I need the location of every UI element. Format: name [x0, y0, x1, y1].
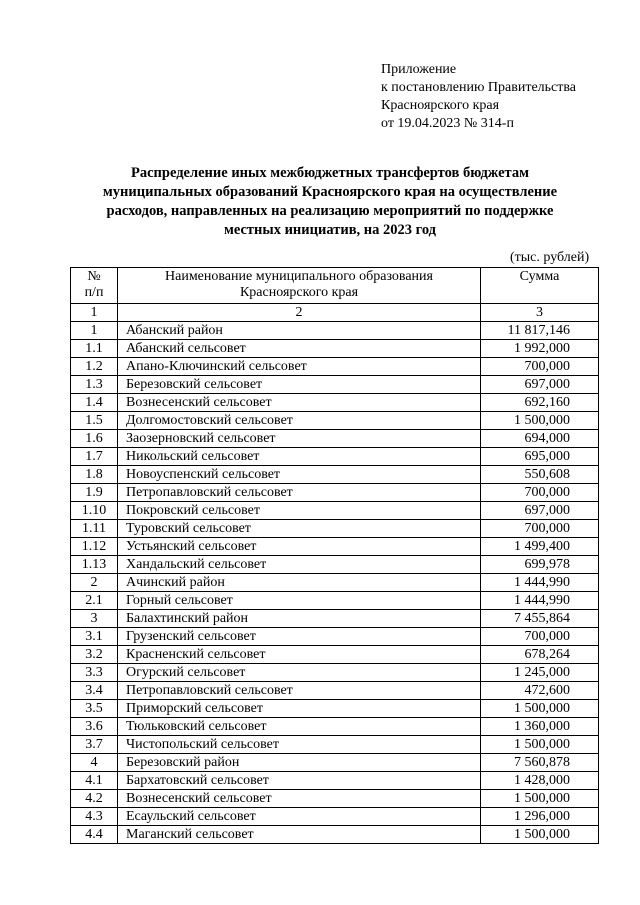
row-name: Вознесенский сельсовет — [118, 394, 481, 412]
header-number — [71, 268, 118, 304]
table-row — [71, 610, 599, 628]
row-name: Хандальский сельсовет — [118, 556, 481, 574]
row-sum: 700,000 — [481, 484, 599, 502]
appendix-line: к постановлению Правительства — [381, 80, 577, 95]
table-row — [71, 538, 599, 556]
row-number: 1.10 — [71, 502, 118, 520]
table-row — [71, 484, 599, 502]
table-row — [71, 556, 599, 574]
title-line: местных инициатив, на 2023 год — [223, 222, 437, 238]
row-name: Балахтинский район — [118, 610, 481, 628]
table-row — [71, 682, 599, 700]
header-number-line1: № — [87, 269, 101, 284]
row-sum: 1 500,000 — [481, 826, 599, 844]
table-row — [71, 646, 599, 664]
row-name: Есаульский сельсовет — [118, 808, 481, 826]
row-sum: 700,000 — [481, 628, 599, 646]
row-number: 1.8 — [71, 466, 118, 484]
row-number: 4.4 — [71, 826, 118, 844]
units-label: (тыс. рублей) — [510, 250, 590, 265]
row-number: 4 — [71, 754, 118, 772]
row-number: 1.7 — [71, 448, 118, 466]
row-number: 1.9 — [71, 484, 118, 502]
row-number: 3.4 — [71, 682, 118, 700]
row-number: 4.3 — [71, 808, 118, 826]
table-row — [71, 340, 599, 358]
appendix-line: Приложение — [381, 62, 457, 77]
title-line: расходов, направленных на реализацию мероприятий по поддержке — [106, 203, 554, 219]
row-name: Вознесенский сельсовет — [118, 790, 481, 808]
row-number: 2 — [71, 574, 118, 592]
table-row — [71, 394, 599, 412]
table-row — [71, 754, 599, 772]
row-number: 3 — [71, 610, 118, 628]
row-number: 1 — [71, 322, 118, 340]
table-row — [71, 322, 599, 340]
row-name: Устьянский сельсовет — [118, 538, 481, 556]
table-row — [71, 772, 599, 790]
row-sum: 7 455,864 — [481, 610, 599, 628]
row-name: Никольский сельсовет — [118, 448, 481, 466]
table-row — [71, 628, 599, 646]
row-sum: 692,160 — [481, 394, 599, 412]
row-name: Красненский сельсовет — [118, 646, 481, 664]
row-number: 1.6 — [71, 430, 118, 448]
table-row — [71, 430, 599, 448]
appendix-line: Красноярского края — [381, 98, 500, 113]
row-sum: 697,000 — [481, 376, 599, 394]
table-header-row — [71, 268, 599, 304]
header-name-line1: Наименование муниципального образования — [165, 269, 433, 284]
column-number: 3 — [481, 304, 599, 322]
row-name: Грузенский сельсовет — [118, 628, 481, 646]
row-number: 1.3 — [71, 376, 118, 394]
row-name: Новоуспенский сельсовет — [118, 466, 481, 484]
row-sum: 700,000 — [481, 520, 599, 538]
row-sum: 1 500,000 — [481, 736, 599, 754]
row-number: 3.2 — [71, 646, 118, 664]
row-sum: 1 360,000 — [481, 718, 599, 736]
row-name: Покровский сельсовет — [118, 502, 481, 520]
appendix-block — [381, 61, 576, 133]
row-sum: 700,000 — [481, 358, 599, 376]
row-name: Бархатовский сельсовет — [118, 772, 481, 790]
row-name: Долгомостовский сельсовет — [118, 412, 481, 430]
header-sum: Сумма — [481, 268, 599, 304]
table-row — [71, 376, 599, 394]
table-row — [71, 358, 599, 376]
row-number: 3.6 — [71, 718, 118, 736]
row-sum: 1 444,990 — [481, 574, 599, 592]
row-sum: 694,000 — [481, 430, 599, 448]
header-name — [118, 268, 481, 304]
row-number: 1.5 — [71, 412, 118, 430]
row-sum: 550,608 — [481, 466, 599, 484]
row-number: 1.11 — [71, 520, 118, 538]
row-sum: 7 560,878 — [481, 754, 599, 772]
row-sum: 699,978 — [481, 556, 599, 574]
row-sum: 1 500,000 — [481, 412, 599, 430]
header-name-line2: Красноярского края — [239, 285, 359, 300]
row-number: 3.1 — [71, 628, 118, 646]
row-name: Чистопольский сельсовет — [118, 736, 481, 754]
table-row — [71, 808, 599, 826]
row-number: 1.13 — [71, 556, 118, 574]
row-sum: 1 499,400 — [481, 538, 599, 556]
table-row — [71, 502, 599, 520]
row-name: Приморский сельсовет — [118, 700, 481, 718]
document-title — [60, 164, 600, 240]
row-sum: 11 817,146 — [481, 322, 599, 340]
table-row — [71, 718, 599, 736]
row-name: Абанский район — [118, 322, 481, 340]
table-row — [71, 520, 599, 538]
row-name: Березовский район — [118, 754, 481, 772]
row-number: 3.5 — [71, 700, 118, 718]
table-row — [71, 790, 599, 808]
title-line: муниципальных образований Красноярского края на осуществление — [102, 184, 558, 200]
header-number-line2: п/п — [84, 285, 104, 300]
transfers-table — [70, 267, 599, 844]
row-sum: 695,000 — [481, 448, 599, 466]
table-row — [71, 736, 599, 754]
row-name: Березовский сельсовет — [118, 376, 481, 394]
row-number: 1.2 — [71, 358, 118, 376]
row-number: 2.1 — [71, 592, 118, 610]
title-line: Распределение иных межбюджетных трансфертов бюджетам — [131, 165, 529, 181]
table-row — [71, 412, 599, 430]
row-number: 1.4 — [71, 394, 118, 412]
row-sum: 1 444,990 — [481, 592, 599, 610]
row-sum: 1 500,000 — [481, 700, 599, 718]
table-row — [71, 592, 599, 610]
row-sum: 1 428,000 — [481, 772, 599, 790]
appendix-line: от 19.04.2023 № 314-п — [381, 116, 514, 131]
table-row — [71, 448, 599, 466]
row-sum: 1 296,000 — [481, 808, 599, 826]
column-number-row — [71, 304, 599, 322]
row-number: 1.12 — [71, 538, 118, 556]
row-name: Петропавловский сельсовет — [118, 484, 481, 502]
row-name: Апано-Ключинский сельсовет — [118, 358, 481, 376]
row-sum: 1 992,000 — [481, 340, 599, 358]
table-row — [71, 466, 599, 484]
row-sum: 1 500,000 — [481, 790, 599, 808]
row-name: Заозерновский сельсовет — [118, 430, 481, 448]
column-number: 2 — [118, 304, 481, 322]
row-name: Ачинский район — [118, 574, 481, 592]
row-number: 3.7 — [71, 736, 118, 754]
table-body — [71, 268, 599, 844]
table-row — [71, 826, 599, 844]
table-row — [71, 700, 599, 718]
table-row — [71, 664, 599, 682]
row-name: Туровский сельсовет — [118, 520, 481, 538]
row-name: Абанский сельсовет — [118, 340, 481, 358]
row-number: 4.2 — [71, 790, 118, 808]
row-sum: 472,600 — [481, 682, 599, 700]
row-number: 1.1 — [71, 340, 118, 358]
row-sum: 678,264 — [481, 646, 599, 664]
row-sum: 697,000 — [481, 502, 599, 520]
row-name: Петропавловский сельсовет — [118, 682, 481, 700]
row-sum: 1 245,000 — [481, 664, 599, 682]
row-name: Горный сельсовет — [118, 592, 481, 610]
column-number: 1 — [71, 304, 118, 322]
table-row — [71, 574, 599, 592]
row-number: 3.3 — [71, 664, 118, 682]
row-name: Огурский сельсовет — [118, 664, 481, 682]
row-number: 4.1 — [71, 772, 118, 790]
row-name: Тюльковский сельсовет — [118, 718, 481, 736]
row-name: Маганский сельсовет — [118, 826, 481, 844]
